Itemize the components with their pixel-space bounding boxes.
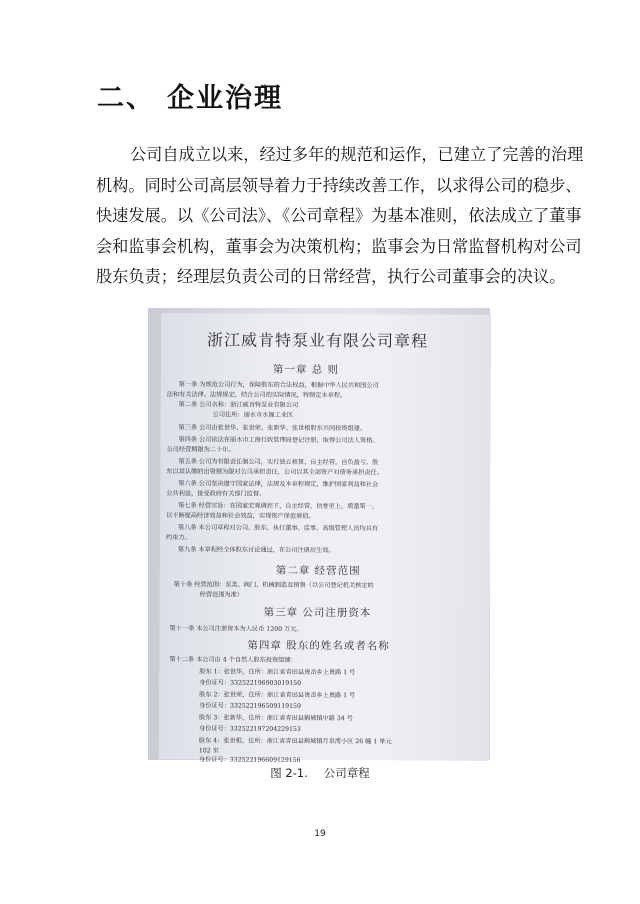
section-title: 企业治理 bbox=[167, 83, 283, 114]
paragraph-line: 公司自成立以来，经过多年的规范和运作，已建立了完善的治理 bbox=[130, 145, 584, 164]
paragraph-line: 快速发展。以《公司法》、《公司章程》为基本准则，依法成立了董事 bbox=[96, 206, 582, 225]
paragraph-line: 机构。同时公司高层领导着力于持续改善工作，以求得公司的稳步、 bbox=[96, 175, 582, 195]
charter-line: 股东 1：张世华，住所：浙江省青田县贵岙乡上贵路 1 号 bbox=[199, 668, 356, 677]
charter-line: 约束力。 bbox=[165, 534, 191, 542]
chapter-heading: 第一章 总 则 bbox=[272, 363, 340, 377]
paragraph-line: 股东负责；经理层负责公司的日常经营，执行公司董事会的决议。 bbox=[96, 267, 566, 286]
charter-document bbox=[159, 313, 491, 764]
charter-line: 第二条 公司名称：浙江威肯特泵业有限公司 bbox=[178, 401, 299, 409]
chapter-heading: 第二章 经营范围 bbox=[275, 564, 361, 578]
section-heading bbox=[97, 76, 283, 124]
chapter-heading: 第四章 股东的姓名或者名称 bbox=[247, 639, 390, 653]
charter-line: 第四条 公司依法在丽水市工商行政管理局登记注册，取得公司法人资格。 bbox=[178, 436, 379, 445]
charter-line: 法和有关法律、法规规定，结合公司的实际情况，特制定本章程。 bbox=[166, 391, 347, 400]
charter-line: 第十二条 本公司由 4 个自然人股东投资组建： bbox=[169, 656, 297, 664]
caption-number: 图 2-1. bbox=[270, 766, 308, 780]
section-number: 二、 bbox=[97, 83, 155, 114]
charter-line: 第八条 本公司章程对公司、股东、执行董事、监事、高级管理人员均具有 bbox=[178, 524, 379, 533]
charter-line: 第九条 本章程经全体股东讨论通过，在公司注册后生效。 bbox=[177, 546, 335, 555]
charter-line: 第十条 经营范围：泵类、阀门、机械制造及销售（以公司登记机关核定的 bbox=[173, 581, 374, 590]
charter-line: 公司经营期限为二十年。 bbox=[166, 446, 235, 454]
charter-line: 第五条 公司为有限责任制公司，实行独立核算，自主经营，自负盈亏。股 bbox=[178, 458, 379, 467]
charter-line: 以不断提高经济效益和社会效益，实现资产保值增值。 bbox=[166, 512, 315, 520]
charter-line: 第三条 公司由张世华、张世荣、张新华、张世根股东共同投资组建。 bbox=[178, 424, 367, 433]
figure-caption bbox=[0, 765, 640, 781]
charter-line: 第六条 公司坚决遵守国家法律，法规及本章程规定，维护国家利益和社会 bbox=[178, 480, 379, 489]
charter-line: 公司住所：丽水市水阁工业区 bbox=[212, 411, 294, 419]
charter-line: 公共利益，接受政府有关部门监督。 bbox=[166, 490, 266, 498]
charter-line: 股东 3：张新华，住所：浙江省青田县鹤城镇中路 34 号 bbox=[199, 714, 353, 723]
charter-line: 股东 4：张世根，住所：浙江省青田县鹤城镇月泉湾小区 26 幢 1 单元 bbox=[198, 737, 392, 746]
charter-line: 身份证号：332522197204229153 bbox=[198, 725, 301, 733]
charter-line: 身份证号：332522196903019150 bbox=[199, 679, 302, 687]
body-paragraph bbox=[96, 140, 584, 293]
charter-line: 102 室 bbox=[198, 747, 219, 755]
charter-line: 股东 2：张世荣，住所：浙江省青田县贵岙乡上贵路 1 号 bbox=[199, 691, 356, 700]
paragraph-line: 会和监事会机构，董事会为决策机构；监事会为日常监督机构对公司 bbox=[96, 236, 582, 256]
charter-line: 第七条 经营宗旨：在国家宏观调控下，自主经营，信誉至上，质量第一， bbox=[178, 502, 379, 511]
charter-line: 东以其认缴的出资额为限对公司承担责任，公司以其全部资产对债务承担责任。 bbox=[166, 468, 383, 477]
charter-title: 浙江威肯特泵业有限公司章程 bbox=[206, 330, 429, 351]
charter-line: 身份证号：332522196609129156 bbox=[198, 756, 301, 764]
page-number: 19 bbox=[314, 829, 326, 839]
caption-text: 公司章程 bbox=[323, 766, 370, 780]
charter-line: 身份证号：332522196509119159 bbox=[199, 702, 301, 710]
charter-line: 经营范围为准） bbox=[199, 591, 244, 599]
chapter-heading: 第三章 公司注册资本 bbox=[263, 606, 372, 620]
charter-line: 第一条 为规范公司行为，保障股东的合法权益，根据中华人民共和国公司 bbox=[178, 381, 379, 390]
charter-photo bbox=[148, 308, 490, 764]
charter-line: 第十一条 本公司注册资本为人民币 1200 万元。 bbox=[169, 625, 303, 633]
